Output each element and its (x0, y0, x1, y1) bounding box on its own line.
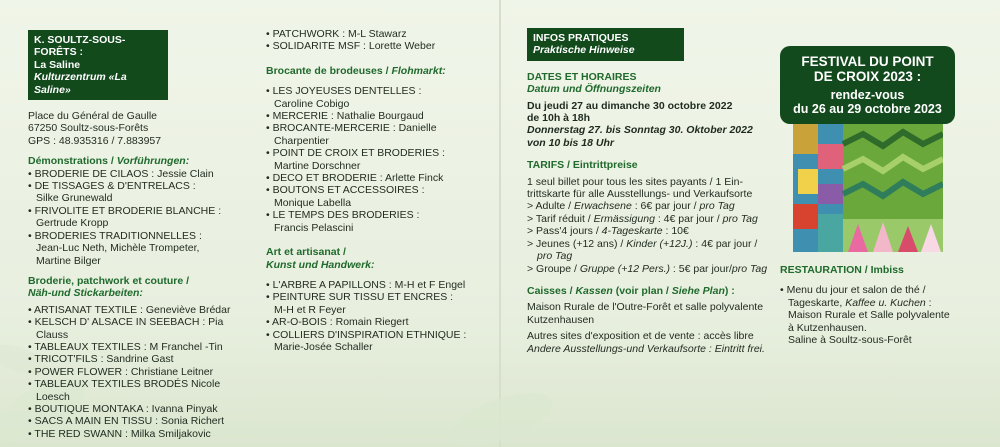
item-text: PEINTURE SUR TISSU ET ENCRES : (272, 291, 454, 304)
item-text: POINT DE CROIX ET BRODERIES : (272, 147, 445, 160)
tarif-unit: pro Tag (699, 200, 735, 213)
art-title (266, 246, 491, 271)
tarifs-list (527, 200, 772, 274)
festival-line3: rendez-vous (830, 88, 905, 102)
date-line: Du jeudi 27 au dimanche 30 octobre 2022 (527, 99, 733, 112)
list-item: • KELSCH D' ALSACE IN SEEBACH : Pia Clauss (28, 316, 224, 341)
tarifs-title: TARIFS / Eintrittpreise (527, 159, 638, 172)
dates-de (527, 124, 772, 149)
list-item: • COLLIERS D'INSPIRATION ETHNIQUE : Marie-Josée Schaller (266, 329, 491, 354)
list-item: • BROCANTE-MERCERIE : Danielle Charpentier (266, 122, 437, 147)
autres-de: Andere Ausstellungs-und Verkaufsorte : Eintritt frei. (527, 342, 765, 355)
tarif-unit: pro Tag (731, 262, 768, 275)
festival-banner (780, 46, 955, 124)
list-item: • L'ARBRE A PAPILLONS : M-H et F Engel (266, 278, 466, 291)
time-line: von 10 bis 18 Uhr (527, 136, 614, 149)
item-name: Silke Grunewald (36, 192, 113, 205)
item-text: BRODERIE DE CILAOS : Jessie Clain (34, 167, 214, 180)
item-name: Caroline Cobigo (274, 97, 350, 110)
item-name: Monique Labella (274, 196, 352, 209)
date-line: Donnerstag 27. bis Sonntag 30. Oktober 2022 (527, 124, 753, 137)
list-item: • TABLEAUX TEXTILES BRODÉS Nicole Loesch (28, 378, 221, 403)
column-infos (527, 28, 772, 355)
infos-header-line2: Praktische Hinweise (533, 44, 635, 57)
art-list (266, 279, 491, 353)
brocante-title (266, 65, 491, 77)
venue-header (28, 30, 168, 100)
broderie-title (28, 275, 253, 300)
list-item: • PEINTURE SUR TISSU ET ENCRES : M-H et R Feyer (266, 291, 491, 316)
item-text: POWER FLOWER : Christiane Leitner (34, 365, 214, 378)
tarif-de: Erwachsene (574, 200, 632, 213)
resto-colon: : (925, 296, 932, 309)
list-item: • TRICOT'FILS : Sandrine Gast (28, 353, 174, 366)
item-text: DE TISSAGES & D'ENTRELACS : (34, 180, 196, 193)
resto-line (788, 297, 955, 309)
caisses-line: Maison Rurale de l'Outre-Forêt et salle polyvalente (527, 301, 764, 314)
dates-title: DATES ET HORAIRES (527, 70, 637, 83)
item-text: ARTISANAT TEXTILE : Geneviève Brédar (34, 303, 231, 316)
column-exhibitors (266, 28, 491, 353)
tarif-fr: > Tarif réduit / (527, 212, 594, 225)
art-title-de: Kunst und Handwerk: (266, 258, 375, 271)
list-item: • ARTISANAT TEXTILE : Geneviève Brédar (28, 303, 231, 316)
tarif-de: 4-Tageskarte (601, 225, 663, 238)
tarif-fr: > Adulte / (527, 200, 574, 213)
address-line: 67250 Soultz-sous-Forêts (28, 122, 149, 135)
list-item: • FRIVOLITE ET BRODERIE BLANCHE : Gertrude Kropp (28, 205, 253, 230)
resto-line: Maison Rurale et Salle polyvalente (788, 309, 950, 322)
resto-line: Saline à Soultz-sous-Forêt (788, 334, 912, 347)
brocante-title-fr: Brocante de brodeuses / (266, 64, 392, 77)
broderie-title-fr: Broderie, patchwork et couture / (28, 274, 190, 287)
list-item: • BRODERIES TRADITIONNELLES : Jean-Luc Neth, Michèle Trompeter, Martine Bilger (28, 230, 253, 267)
list-item: • AR-O-BOIS : Romain Riegert (266, 316, 409, 329)
infos-header-line1: INFOS PRATIQUES (533, 32, 629, 44)
dates-subtitle: Datum und Öffnungszeiten (527, 83, 661, 96)
tarif-de: Gruppe (+12 Pers.) (579, 262, 670, 275)
tarif-price: : 6€ par jour / (631, 200, 700, 213)
tarif-price: : 4€ par jour / (692, 237, 758, 250)
venue-header-line1: K. SOULTZ-SOUS-FORÊTS : (34, 34, 126, 59)
item-name: Martine Dorschner (274, 159, 361, 172)
item-text: SOLIDARITE MSF : Lorette Weber (272, 40, 436, 53)
tarif-fr: > Groupe / (527, 262, 580, 275)
time-line: de 10h à 18h (527, 112, 591, 125)
resto-list (780, 284, 955, 346)
item-text: L'ARBRE A PAPILLONS : M-H et F Engel (272, 278, 466, 291)
tarif-unit: pro Tag (537, 250, 573, 263)
list-item: • DECO ET BRODERIE : Arlette Finck (266, 172, 444, 185)
caisses-title-de: Kassen (575, 284, 613, 297)
list-item: • MERCERIE : Nathalie Bourgaud (266, 110, 424, 123)
item-name: Jean-Luc Neth, Michèle Trompeter, (36, 242, 200, 255)
autres-fr: Autres sites d'exposition et de vente : accès libre (527, 330, 754, 343)
item-text: THE RED SWANN : Milka Smiljakovic (34, 427, 211, 440)
item-text: TRICOT'FILS : Sandrine Gast (34, 353, 174, 366)
list-item: • BOUTONS ET ACCESSOIRES : Monique Labella (266, 184, 491, 209)
broderie-list (28, 304, 253, 440)
broderie-title-de: Näh-und Stickarbeiten: (28, 287, 143, 300)
tarif-de: Kinder (+12J.) (626, 237, 693, 250)
tarif-row (527, 263, 772, 275)
address-line: Place du Général de Gaulle (28, 110, 157, 123)
item-name: Gertrude Kropp (36, 217, 109, 230)
list-item: • DE TISSAGES & D'ENTRELACS : Silke Grunewald (28, 180, 253, 205)
item-text: BROCANTE-MERCERIE : Danielle Charpentier (272, 122, 437, 147)
tarifs-intro: trittskarte für alle Ausstellungs- und Verkaufsorte (527, 188, 753, 201)
venue-header-line3: Kulturzentrum «La Saline» (34, 71, 127, 96)
resto-de-it: Kaffee u. Kuchen (845, 296, 926, 309)
tarif-fr: > Pass'4 jours / (527, 225, 602, 238)
list-item: • Menu du jour et salon de thé / Tageskarte, Kaffee u. Kuchen : Maison Rurale et Salle polyvalente à Kutzenhausen. Saline à Soultz-sous-Forêt (780, 284, 955, 346)
leaf-decoration-center (440, 340, 560, 447)
item-text: DECO ET BRODERIE : Arlette Finck (272, 172, 444, 185)
tarif-de: Ermässigung (593, 212, 655, 225)
tarif-unit: pro Tag (722, 212, 758, 225)
quilt-image (793, 124, 943, 252)
demo-title-de: Vorführungen: (116, 155, 190, 168)
tarif-fr: > Jeunes (+12 ans) / (527, 237, 627, 250)
list-item: • SACS A MAIN EN TISSU : Sonia Richert (28, 415, 225, 428)
caisses-title-fr: Caisses / (527, 284, 576, 297)
resto-line: à Kutzenhausen. (788, 321, 867, 334)
festival-line2: DE CROIX 2023 : (813, 69, 922, 84)
list-item: • LE TEMPS DES BRODERIES : Francis Pelascini (266, 209, 491, 234)
item-name: Martine Bilger (36, 254, 101, 267)
tarifs-intro: 1 seul billet pour tous les sites payants / 1 Ein- (527, 175, 743, 188)
brocante-title-de: Flohmarkt: (391, 64, 446, 77)
caisses-title-de2: Siehe Plan (671, 284, 725, 297)
tarif-row (527, 200, 772, 212)
resto-line: Menu du jour et salon de thé / (786, 284, 926, 297)
item-name: M-H et R Feyer (274, 303, 346, 316)
tarif-row (527, 213, 772, 225)
demo-title (28, 155, 253, 167)
festival-line1: FESTIVAL DU POINT (801, 54, 934, 69)
tarif-price: : 10€ (662, 225, 689, 238)
festival-line4: du 26 au 29 octobre 2023 (793, 102, 942, 116)
caisses-title-mid: (voir plan / (612, 284, 672, 297)
list-item: • SOLIDARITE MSF : Lorette Weber (266, 40, 436, 53)
tarif-row (527, 238, 772, 263)
caisses-title-end: ) : (724, 284, 735, 297)
venue-header-line2: La Saline (34, 58, 81, 71)
item-text: AR-O-BOIS : Romain Riegert (272, 316, 409, 329)
list-item: • THE RED SWANN : Milka Smiljakovic (28, 427, 211, 440)
tarif-price: : 4€ par jour / (654, 212, 723, 225)
item-text: BOUTIQUE MONTAKA : Ivanna Pinyak (34, 402, 218, 415)
item-text: BOUTONS ET ACCESSOIRES : (272, 184, 425, 197)
item-text: TABLEAUX TEXTILES : M Franchel -Tin (34, 340, 223, 353)
item-text: LES JOYEUSES DENTELLES : (272, 85, 422, 98)
item-text: KELSCH D' ALSACE IN SEEBACH : Pia Clauss (34, 316, 224, 341)
venue-address (28, 110, 253, 147)
list-item: • BOUTIQUE MONTAKA : Ivanna Pinyak (28, 402, 218, 415)
list-item: • POWER FLOWER : Christiane Leitner (28, 365, 214, 378)
dates-fr (527, 100, 772, 125)
item-text: LE TEMPS DES BRODERIES : (272, 209, 420, 222)
item-text: PATCHWORK : M-L Stawarz (272, 28, 407, 40)
infos-header (527, 28, 684, 61)
gps-line: GPS : 48.935316 / 7.883957 (28, 134, 162, 147)
item-name: Marie-Josée Schaller (274, 340, 373, 353)
demo-title-fr: Démonstrations / (28, 155, 117, 168)
caisses-line: Kutzenhausen (527, 313, 595, 326)
tarif-price: : 5€ par jour/ (670, 262, 732, 275)
list-item: • TABLEAUX TEXTILES : M Franchel -Tin (28, 340, 223, 353)
item-text: BRODERIES TRADITIONNELLES : (34, 229, 202, 242)
item-text: TABLEAUX TEXTILES BRODÉS Nicole Loesch (34, 378, 221, 403)
column-soultz (28, 30, 253, 440)
demo-list (28, 168, 253, 267)
caisses-title (527, 285, 772, 297)
item-text: SACS A MAIN EN TISSU : Sonia Richert (34, 415, 225, 428)
art-title-fr: Art et artisanat / (266, 246, 346, 259)
top-list (266, 28, 491, 53)
column-festival (780, 46, 955, 346)
item-text: COLLIERS D'INSPIRATION ETHNIQUE : (272, 328, 467, 341)
item-text: MERCERIE : Nathalie Bourgaud (272, 110, 424, 123)
resto-title: RESTAURATION / Imbiss (780, 264, 904, 276)
brocante-list (266, 85, 491, 234)
item-text: FRIVOLITE ET BRODERIE BLANCHE : (34, 204, 222, 217)
item-name: Francis Pelascini (274, 221, 354, 234)
list-item: • POINT DE CROIX ET BRODERIES : Martine Dorschner (266, 147, 491, 172)
tarif-row (527, 225, 772, 237)
resto-de: Tageskarte, (788, 296, 846, 309)
list-item: • BRODERIE DE CILAOS : Jessie Clain (28, 167, 214, 180)
list-item: • PATCHWORK : M-L Stawarz (266, 28, 407, 40)
list-item: • LES JOYEUSES DENTELLES : Caroline Cobigo (266, 85, 491, 110)
